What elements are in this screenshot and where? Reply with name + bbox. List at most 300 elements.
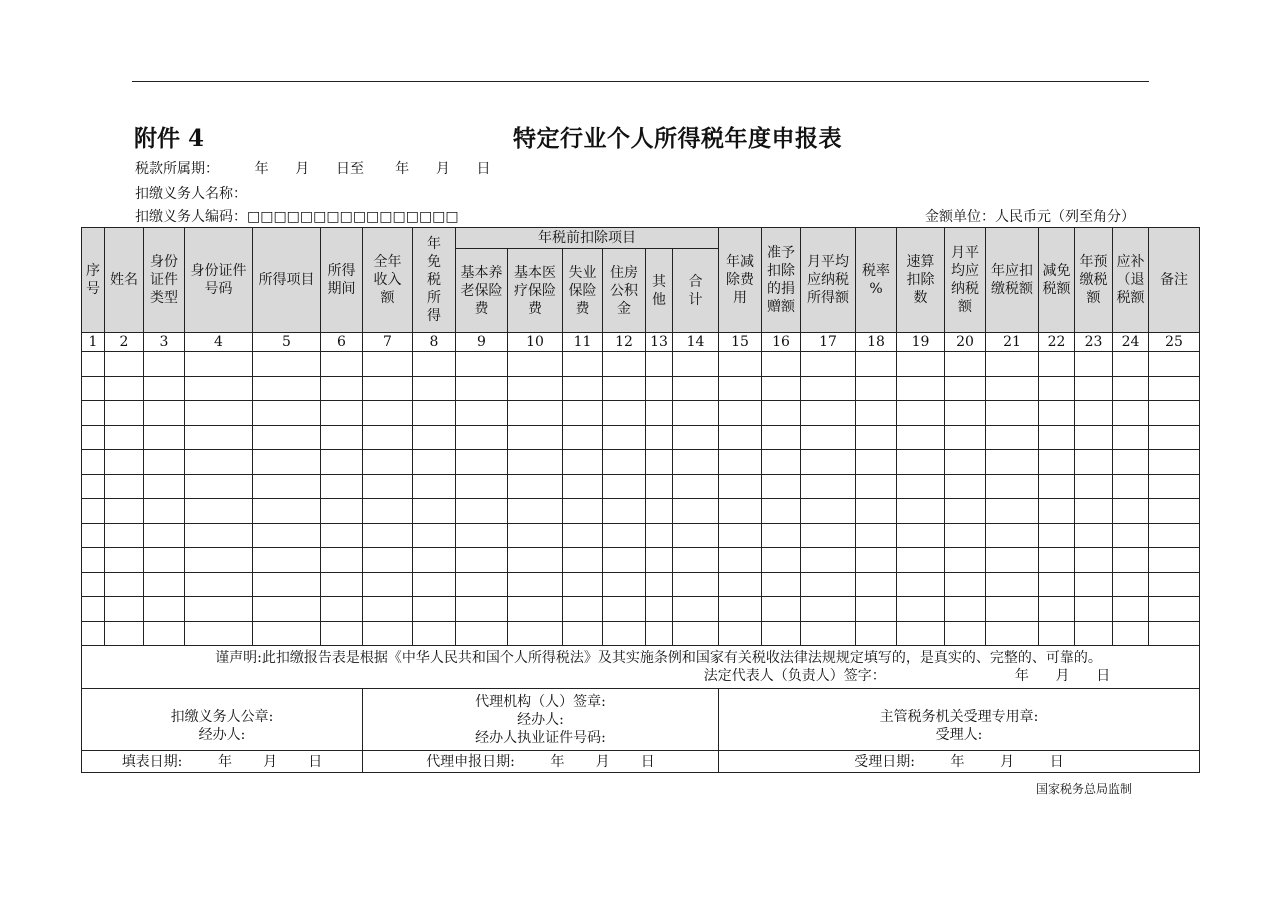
table-cell[interactable] <box>673 450 719 475</box>
table-cell[interactable] <box>563 425 603 450</box>
table-cell[interactable] <box>1149 376 1200 401</box>
table-cell[interactable] <box>673 548 719 573</box>
table-cell[interactable] <box>456 621 508 646</box>
table-cell[interactable] <box>185 548 253 573</box>
table-cell[interactable] <box>603 621 646 646</box>
table-cell[interactable] <box>321 352 363 377</box>
table-cell[interactable] <box>897 425 945 450</box>
table-cell[interactable] <box>1075 597 1113 622</box>
table-cell[interactable] <box>673 425 719 450</box>
table-cell[interactable] <box>986 352 1039 377</box>
table-cell[interactable] <box>897 621 945 646</box>
table-cell[interactable] <box>646 572 673 597</box>
table-cell[interactable] <box>762 376 801 401</box>
table-cell[interactable] <box>1113 597 1149 622</box>
table-cell[interactable] <box>719 499 762 524</box>
table-cell[interactable] <box>1039 523 1075 548</box>
table-cell[interactable] <box>856 548 897 573</box>
table-cell[interactable] <box>856 523 897 548</box>
table-cell[interactable] <box>646 621 673 646</box>
table-cell[interactable] <box>762 523 801 548</box>
table-cell[interactable] <box>762 425 801 450</box>
table-cell[interactable] <box>144 474 185 499</box>
table-cell[interactable] <box>603 425 646 450</box>
table-cell[interactable] <box>363 352 413 377</box>
table-cell[interactable] <box>762 597 801 622</box>
table-cell[interactable] <box>508 548 563 573</box>
table-cell[interactable] <box>897 548 945 573</box>
table-cell[interactable] <box>945 572 986 597</box>
table-cell[interactable] <box>1149 425 1200 450</box>
table-cell[interactable] <box>413 352 456 377</box>
table-cell[interactable] <box>144 572 185 597</box>
table-cell[interactable] <box>105 352 144 377</box>
table-cell[interactable] <box>321 376 363 401</box>
table-cell[interactable] <box>897 376 945 401</box>
table-cell[interactable] <box>185 376 253 401</box>
table-cell[interactable] <box>321 621 363 646</box>
table-cell[interactable] <box>673 621 719 646</box>
table-cell[interactable] <box>762 548 801 573</box>
table-cell[interactable] <box>719 401 762 426</box>
table-cell[interactable] <box>1075 401 1113 426</box>
table-cell[interactable] <box>1149 548 1200 573</box>
table-cell[interactable] <box>801 352 856 377</box>
table-cell[interactable] <box>719 548 762 573</box>
table-cell[interactable] <box>185 597 253 622</box>
table-cell[interactable] <box>456 523 508 548</box>
table-cell[interactable] <box>1039 376 1075 401</box>
table-cell[interactable] <box>1039 597 1075 622</box>
table-cell[interactable] <box>801 572 856 597</box>
table-cell[interactable] <box>363 450 413 475</box>
table-cell[interactable] <box>1149 401 1200 426</box>
table-cell[interactable] <box>1149 621 1200 646</box>
table-cell[interactable] <box>508 621 563 646</box>
table-cell[interactable] <box>603 523 646 548</box>
table-cell[interactable] <box>1039 401 1075 426</box>
table-cell[interactable] <box>1039 572 1075 597</box>
table-cell[interactable] <box>856 499 897 524</box>
table-cell[interactable] <box>986 474 1039 499</box>
table-cell[interactable] <box>945 450 986 475</box>
table-cell[interactable] <box>413 572 456 597</box>
table-cell[interactable] <box>563 597 603 622</box>
table-cell[interactable] <box>185 572 253 597</box>
table-cell[interactable] <box>82 572 105 597</box>
table-cell[interactable] <box>897 450 945 475</box>
table-cell[interactable] <box>82 401 105 426</box>
table-cell[interactable] <box>1039 548 1075 573</box>
table-cell[interactable] <box>253 425 321 450</box>
table-cell[interactable] <box>1075 499 1113 524</box>
table-cell[interactable] <box>801 548 856 573</box>
agency-seal-cell[interactable]: 代理机构（人）签章: 经办人: 经办人执业证件号码: <box>363 689 719 751</box>
table-cell[interactable] <box>719 597 762 622</box>
table-cell[interactable] <box>253 621 321 646</box>
table-cell[interactable] <box>945 621 986 646</box>
table-cell[interactable] <box>144 401 185 426</box>
table-cell[interactable] <box>185 474 253 499</box>
table-cell[interactable] <box>1039 425 1075 450</box>
table-cell[interactable] <box>801 376 856 401</box>
table-cell[interactable] <box>563 474 603 499</box>
table-cell[interactable] <box>856 352 897 377</box>
table-cell[interactable] <box>253 572 321 597</box>
table-cell[interactable] <box>801 425 856 450</box>
table-cell[interactable] <box>82 376 105 401</box>
table-cell[interactable] <box>673 474 719 499</box>
table-cell[interactable] <box>801 523 856 548</box>
table-cell[interactable] <box>82 621 105 646</box>
table-cell[interactable] <box>363 621 413 646</box>
table-cell[interactable] <box>363 474 413 499</box>
table-cell[interactable] <box>945 597 986 622</box>
table-cell[interactable] <box>508 401 563 426</box>
table-cell[interactable] <box>1075 474 1113 499</box>
table-cell[interactable] <box>603 499 646 524</box>
table-cell[interactable] <box>321 548 363 573</box>
table-cell[interactable] <box>673 597 719 622</box>
table-cell[interactable] <box>1113 572 1149 597</box>
table-cell[interactable] <box>719 450 762 475</box>
table-cell[interactable] <box>82 352 105 377</box>
table-cell[interactable] <box>646 523 673 548</box>
table-cell[interactable] <box>762 450 801 475</box>
table-cell[interactable] <box>1149 352 1200 377</box>
table-cell[interactable] <box>508 499 563 524</box>
table-cell[interactable] <box>801 621 856 646</box>
table-cell[interactable] <box>144 597 185 622</box>
table-cell[interactable] <box>321 474 363 499</box>
table-cell[interactable] <box>105 474 144 499</box>
table-cell[interactable] <box>1075 352 1113 377</box>
table-cell[interactable] <box>1149 474 1200 499</box>
accept-date-cell[interactable]: 受理日期: 年 月 日 <box>719 751 1200 773</box>
table-cell[interactable] <box>144 548 185 573</box>
table-cell[interactable] <box>673 499 719 524</box>
table-cell[interactable] <box>719 523 762 548</box>
table-cell[interactable] <box>82 597 105 622</box>
table-cell[interactable] <box>1113 621 1149 646</box>
table-cell[interactable] <box>1039 499 1075 524</box>
table-cell[interactable] <box>253 401 321 426</box>
table-cell[interactable] <box>253 474 321 499</box>
table-cell[interactable] <box>321 401 363 426</box>
table-cell[interactable] <box>856 597 897 622</box>
table-cell[interactable] <box>105 523 144 548</box>
table-cell[interactable] <box>321 572 363 597</box>
table-cell[interactable] <box>185 450 253 475</box>
table-cell[interactable] <box>563 450 603 475</box>
table-cell[interactable] <box>413 523 456 548</box>
table-cell[interactable] <box>673 376 719 401</box>
table-cell[interactable] <box>253 450 321 475</box>
table-cell[interactable] <box>856 572 897 597</box>
table-cell[interactable] <box>508 523 563 548</box>
table-cell[interactable] <box>185 499 253 524</box>
table-cell[interactable] <box>456 572 508 597</box>
table-cell[interactable] <box>986 572 1039 597</box>
table-cell[interactable] <box>321 597 363 622</box>
table-cell[interactable] <box>508 450 563 475</box>
table-cell[interactable] <box>105 597 144 622</box>
table-cell[interactable] <box>1113 523 1149 548</box>
table-cell[interactable] <box>1039 474 1075 499</box>
table-cell[interactable] <box>82 450 105 475</box>
table-cell[interactable] <box>673 401 719 426</box>
table-cell[interactable] <box>801 450 856 475</box>
table-cell[interactable] <box>82 523 105 548</box>
table-cell[interactable] <box>456 474 508 499</box>
table-cell[interactable] <box>321 523 363 548</box>
table-cell[interactable] <box>986 450 1039 475</box>
table-cell[interactable] <box>762 572 801 597</box>
table-cell[interactable] <box>144 621 185 646</box>
table-cell[interactable] <box>105 548 144 573</box>
table-cell[interactable] <box>719 425 762 450</box>
table-cell[interactable] <box>603 474 646 499</box>
table-cell[interactable] <box>456 499 508 524</box>
table-cell[interactable] <box>719 352 762 377</box>
table-cell[interactable] <box>762 474 801 499</box>
table-cell[interactable] <box>413 425 456 450</box>
table-cell[interactable] <box>563 376 603 401</box>
table-cell[interactable] <box>762 499 801 524</box>
table-cell[interactable] <box>1113 450 1149 475</box>
table-cell[interactable] <box>673 523 719 548</box>
table-cell[interactable] <box>363 548 413 573</box>
table-cell[interactable] <box>321 425 363 450</box>
table-cell[interactable] <box>413 499 456 524</box>
table-cell[interactable] <box>1149 572 1200 597</box>
table-cell[interactable] <box>321 499 363 524</box>
table-cell[interactable] <box>1113 376 1149 401</box>
table-cell[interactable] <box>1149 450 1200 475</box>
table-cell[interactable] <box>646 474 673 499</box>
table-cell[interactable] <box>363 425 413 450</box>
table-cell[interactable] <box>673 572 719 597</box>
table-cell[interactable] <box>363 597 413 622</box>
table-cell[interactable] <box>144 450 185 475</box>
table-cell[interactable] <box>856 621 897 646</box>
table-cell[interactable] <box>603 376 646 401</box>
table-cell[interactable] <box>413 450 456 475</box>
table-cell[interactable] <box>897 597 945 622</box>
table-cell[interactable] <box>563 548 603 573</box>
table-cell[interactable] <box>413 474 456 499</box>
table-cell[interactable] <box>105 621 144 646</box>
table-cell[interactable] <box>185 523 253 548</box>
table-cell[interactable] <box>563 621 603 646</box>
table-cell[interactable] <box>185 401 253 426</box>
table-cell[interactable] <box>646 450 673 475</box>
table-cell[interactable] <box>456 450 508 475</box>
tax-authority-seal-cell[interactable]: 主管税务机关受理专用章: 受理人: <box>719 689 1200 751</box>
table-cell[interactable] <box>897 572 945 597</box>
table-cell[interactable] <box>144 499 185 524</box>
table-cell[interactable] <box>945 523 986 548</box>
table-cell[interactable] <box>945 352 986 377</box>
table-cell[interactable] <box>105 401 144 426</box>
table-cell[interactable] <box>945 499 986 524</box>
table-cell[interactable] <box>986 621 1039 646</box>
table-cell[interactable] <box>945 474 986 499</box>
table-cell[interactable] <box>563 499 603 524</box>
table-cell[interactable] <box>673 352 719 377</box>
table-cell[interactable] <box>105 425 144 450</box>
table-cell[interactable] <box>253 376 321 401</box>
table-cell[interactable] <box>413 548 456 573</box>
table-cell[interactable] <box>144 376 185 401</box>
table-cell[interactable] <box>897 352 945 377</box>
table-cell[interactable] <box>801 474 856 499</box>
table-cell[interactable] <box>363 572 413 597</box>
table-cell[interactable] <box>1113 425 1149 450</box>
table-cell[interactable] <box>856 450 897 475</box>
table-cell[interactable] <box>144 523 185 548</box>
table-cell[interactable] <box>563 523 603 548</box>
table-cell[interactable] <box>1113 401 1149 426</box>
table-cell[interactable] <box>856 425 897 450</box>
table-cell[interactable] <box>82 474 105 499</box>
table-cell[interactable] <box>253 523 321 548</box>
table-cell[interactable] <box>508 597 563 622</box>
withholder-seal-cell[interactable]: 扣缴义务人公章: 经办人: <box>82 689 363 751</box>
table-cell[interactable] <box>144 425 185 450</box>
table-cell[interactable] <box>508 425 563 450</box>
fill-date-cell[interactable]: 填表日期: 年 月 日 <box>82 751 363 773</box>
table-cell[interactable] <box>646 499 673 524</box>
table-cell[interactable] <box>413 597 456 622</box>
table-cell[interactable] <box>82 425 105 450</box>
table-cell[interactable] <box>897 523 945 548</box>
agent-date-cell[interactable]: 代理申报日期: 年 月 日 <box>363 751 719 773</box>
table-cell[interactable] <box>1075 425 1113 450</box>
table-cell[interactable] <box>1113 548 1149 573</box>
table-cell[interactable] <box>82 499 105 524</box>
table-cell[interactable] <box>508 572 563 597</box>
table-cell[interactable] <box>253 548 321 573</box>
table-cell[interactable] <box>82 548 105 573</box>
table-cell[interactable] <box>456 401 508 426</box>
table-cell[interactable] <box>456 352 508 377</box>
table-cell[interactable] <box>945 548 986 573</box>
table-cell[interactable] <box>603 572 646 597</box>
table-cell[interactable] <box>986 401 1039 426</box>
table-cell[interactable] <box>144 352 185 377</box>
table-cell[interactable] <box>1075 376 1113 401</box>
table-cell[interactable] <box>801 499 856 524</box>
table-cell[interactable] <box>1075 523 1113 548</box>
table-cell[interactable] <box>762 352 801 377</box>
table-cell[interactable] <box>563 352 603 377</box>
table-cell[interactable] <box>185 425 253 450</box>
table-cell[interactable] <box>363 523 413 548</box>
table-cell[interactable] <box>1039 450 1075 475</box>
table-cell[interactable] <box>1075 572 1113 597</box>
table-cell[interactable] <box>253 597 321 622</box>
table-cell[interactable] <box>646 548 673 573</box>
table-cell[interactable] <box>1075 548 1113 573</box>
table-cell[interactable] <box>603 548 646 573</box>
table-cell[interactable] <box>508 474 563 499</box>
table-cell[interactable] <box>897 474 945 499</box>
table-cell[interactable] <box>105 450 144 475</box>
table-cell[interactable] <box>603 597 646 622</box>
table-cell[interactable] <box>1113 474 1149 499</box>
table-cell[interactable] <box>719 572 762 597</box>
table-cell[interactable] <box>986 425 1039 450</box>
table-cell[interactable] <box>646 352 673 377</box>
table-cell[interactable] <box>1075 450 1113 475</box>
table-cell[interactable] <box>105 376 144 401</box>
table-cell[interactable] <box>897 401 945 426</box>
table-cell[interactable] <box>646 597 673 622</box>
table-cell[interactable] <box>856 474 897 499</box>
table-cell[interactable] <box>413 621 456 646</box>
table-cell[interactable] <box>253 499 321 524</box>
table-cell[interactable] <box>603 401 646 426</box>
table-cell[interactable] <box>801 597 856 622</box>
table-cell[interactable] <box>105 499 144 524</box>
table-cell[interactable] <box>945 401 986 426</box>
table-cell[interactable] <box>456 425 508 450</box>
table-cell[interactable] <box>719 474 762 499</box>
table-cell[interactable] <box>456 548 508 573</box>
table-cell[interactable] <box>856 401 897 426</box>
table-cell[interactable] <box>986 548 1039 573</box>
table-cell[interactable] <box>105 572 144 597</box>
table-cell[interactable] <box>1149 499 1200 524</box>
table-cell[interactable] <box>719 621 762 646</box>
table-cell[interactable] <box>1149 523 1200 548</box>
table-cell[interactable] <box>897 499 945 524</box>
table-cell[interactable] <box>1113 499 1149 524</box>
table-cell[interactable] <box>508 376 563 401</box>
table-cell[interactable] <box>508 352 563 377</box>
table-cell[interactable] <box>986 597 1039 622</box>
table-cell[interactable] <box>986 376 1039 401</box>
table-cell[interactable] <box>646 425 673 450</box>
table-cell[interactable] <box>603 450 646 475</box>
table-cell[interactable] <box>363 499 413 524</box>
table-cell[interactable] <box>321 450 363 475</box>
table-cell[interactable] <box>413 376 456 401</box>
table-cell[interactable] <box>253 352 321 377</box>
table-cell[interactable] <box>719 376 762 401</box>
table-cell[interactable] <box>945 376 986 401</box>
table-cell[interactable] <box>762 621 801 646</box>
table-cell[interactable] <box>413 401 456 426</box>
table-cell[interactable] <box>945 425 986 450</box>
table-cell[interactable] <box>363 401 413 426</box>
table-cell[interactable] <box>456 376 508 401</box>
table-cell[interactable] <box>986 523 1039 548</box>
table-cell[interactable] <box>363 376 413 401</box>
table-cell[interactable] <box>185 352 253 377</box>
table-cell[interactable] <box>801 401 856 426</box>
table-cell[interactable] <box>1039 352 1075 377</box>
table-cell[interactable] <box>646 376 673 401</box>
table-cell[interactable] <box>1113 352 1149 377</box>
table-cell[interactable] <box>1039 621 1075 646</box>
table-cell[interactable] <box>762 401 801 426</box>
table-cell[interactable] <box>185 621 253 646</box>
table-cell[interactable] <box>563 401 603 426</box>
table-cell[interactable] <box>603 352 646 377</box>
table-cell[interactable] <box>456 597 508 622</box>
